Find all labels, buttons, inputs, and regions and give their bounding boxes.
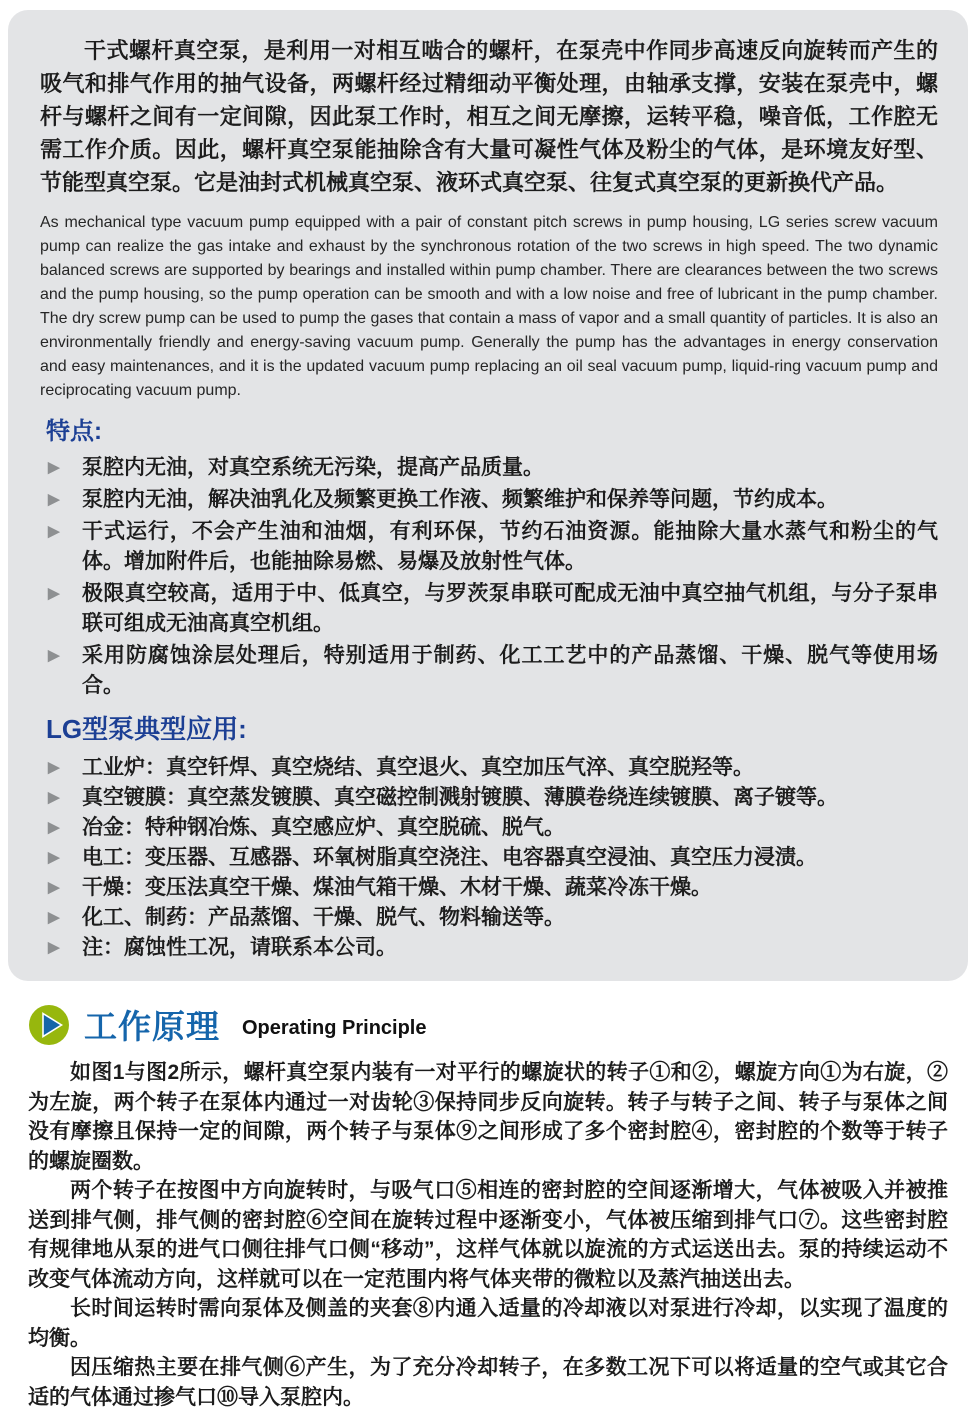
play-circle-icon <box>28 1004 70 1046</box>
principle-paragraph-4: 因压缩热主要在排气侧⑥产生，为了充分冷却转子，在多数工况下可以将适量的空气或其它合适的气体通过掺气口⑩导入泵腔内。 <box>28 1356 948 1409</box>
feature-item <box>40 453 938 483</box>
application-item <box>40 933 938 962</box>
features-list <box>40 453 938 701</box>
principle-paragraph-1: 如图1与图2所示，螺杆真空泵内装有一对平行的螺旋状的转子①和②，螺旋方向①为右旋，②为左旋，两个转子在泵体内通过一对齿轮③保持同步反向旋转。转子与转子之间、转子与泵体之间没有摩擦且保持一定的间隙，两个转子与泵体⑨之间形成了多个密封腔④，密封腔的个数等于转子的螺旋圈数。 <box>28 1061 948 1173</box>
bullet-arrow-icon <box>48 517 60 547</box>
bullet-arrow-icon <box>48 783 60 812</box>
principle-title-en: Operating Principle <box>242 1017 427 1039</box>
application-item <box>40 903 938 932</box>
principle-paragraph-3: 长时间运转时需向泵体及侧盖的夹套⑧内通入适量的冷却液以对泵进行冷却，以实现了温度的均衡。 <box>28 1297 948 1350</box>
application-text: 电工：变压器、互感器、环氧树脂真空浇注、电容器真空浸油、真空压力浸渍。 <box>82 846 817 869</box>
bullet-arrow-icon <box>48 641 60 671</box>
features-title: 特点: <box>46 418 102 445</box>
application-text: 冶金：特种钢冶炼、真空感应炉、真空脱硫、脱气。 <box>82 816 565 839</box>
product-overview-panel <box>8 10 968 981</box>
application-item <box>40 783 938 812</box>
principle-header <box>28 1001 976 1048</box>
feature-text: 干式运行，不会产生油和油烟，有利环保，节约石油资源。能抽除大量水蒸气和粉尘的气体。增加附件后，也能抽除易燃、易爆及放射性气体。 <box>82 520 938 573</box>
principle-title-cn: 工作原理 <box>84 1008 220 1045</box>
applications-list <box>40 753 938 962</box>
application-text: 干燥：变压法真空干燥、煤油气箱干燥、木材干燥、蔬菜冷冻干燥。 <box>82 876 712 899</box>
bullet-arrow-icon <box>48 843 60 872</box>
application-text: 注：腐蚀性工况，请联系本公司。 <box>82 936 397 959</box>
bullet-arrow-icon <box>48 933 60 962</box>
principle-paragraph-2: 两个转子在按图中方向旋转时，与吸气口⑤相连的密封腔的空间逐渐增大，气体被吸入并被推送到排气侧，排气侧的密封腔⑥空间在旋转过程中逐渐变小，气体被压缩到排气口⑦。这些密封腔有规律地从泵的进气口侧往排气口侧“移动”，这样气体就以旋流的方式运送出去。泵的持续运动不改变气体流动方向，这样就可以在一定范围内将气体夹带的微粒以及蒸汽抽送出去。 <box>28 1179 948 1291</box>
feature-item <box>40 485 938 515</box>
intro-paragraph-cn: 干式螺杆真空泵，是利用一对相互啮合的螺杆，在泵壳中作同步高速反向旋转而产生的吸气和排气作用的抽气设备，两螺杆经过精细动平衡处理，由轴承支撑，安装在泵壳中，螺杆与螺杆之间有一定间隙，因此泵工作时，相互之间无摩擦，运转平稳，噪音低，工作腔无需工作介质。因此，螺杆真空泵能抽除含有大量可凝性气体及粉尘的气体，是环境友好型、节能型真空泵。它是油封式机械真空泵、液环式真空泵、往复式真空泵的更新换代产品。 <box>40 38 938 195</box>
feature-item <box>40 641 938 701</box>
bullet-arrow-icon <box>48 753 60 782</box>
page <box>0 10 976 1412</box>
application-text: 化工、制药：产品蒸馏、干燥、脱气、物料输送等。 <box>82 906 565 929</box>
intro-paragraph-en: As mechanical type vacuum pump equipped with a pair of constant pitch screws in pump housing, LG series screw vacuum pump can realize the gas intake and exhaust by the synchronous rotation of the two screws in high speed. The two dynamic balanced screws are supported by bearings and installed within pump chamber. There are clearances between the two screws and the pump housing, so the pump operation can be smooth and with a low noise and free of lubricant in the pump chamber. The dry screw pump can be used to pump the gases that contain a mass of vapor and a small quantity of particles. It is also an environmentally friendly and energy-saving vacuum pump. Generally the pump has the advantages in energy conservation and easy maintenances, and it is the updated vacuum pump replacing an oil seal vacuum pump, liquid-ring vacuum pump and reciprocating vacuum pump. <box>40 214 938 399</box>
bullet-arrow-icon <box>48 903 60 932</box>
feature-item <box>40 517 938 577</box>
feature-item <box>40 579 938 639</box>
applications-title: LG型泵典型应用: <box>46 714 247 744</box>
feature-text: 极限真空较高，适用于中、低真空，与罗茨泵串联可配成无油中真空抽气机组，与分子泵串联可组成无油高真空机组。 <box>82 582 938 635</box>
application-text: 真空镀膜：真空蒸发镀膜、真空磁控制溅射镀膜、薄膜卷绕连续镀膜、离子镀等。 <box>82 786 838 809</box>
bullet-arrow-icon <box>48 485 60 515</box>
bullet-arrow-icon <box>48 813 60 842</box>
application-item <box>40 873 938 902</box>
application-item <box>40 753 938 782</box>
feature-text: 泵腔内无油，对真空系统无污染，提高产品质量。 <box>82 456 544 479</box>
application-item <box>40 813 938 842</box>
bullet-arrow-icon <box>48 873 60 902</box>
application-text: 工业炉：真空钎焊、真空烧结、真空退火、真空加压气淬、真空脱羟等。 <box>82 756 754 779</box>
feature-text: 泵腔内无油，解决油乳化及频繁更换工作液、频繁维护和保养等问题，节约成本。 <box>82 488 838 511</box>
bullet-arrow-icon <box>48 579 60 609</box>
application-item <box>40 843 938 872</box>
feature-text: 采用防腐蚀涂层处理后，特别适用于制药、化工工艺中的产品蒸馏、干燥、脱气等使用场合。 <box>82 644 938 697</box>
bullet-arrow-icon <box>48 453 60 483</box>
principle-body <box>28 1058 948 1412</box>
